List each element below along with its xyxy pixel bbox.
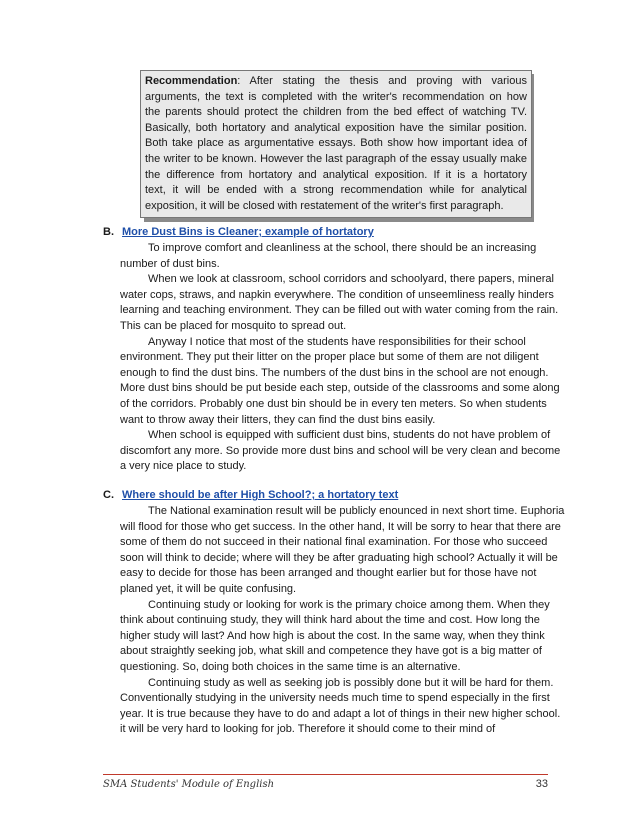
- recommendation-line: Recommendation: After stating the thesis and proving with various: [145, 75, 527, 87]
- paragraph: The National examination result will be publicly enounced in next short time. Euphoria will flood for those who get success. In the other hand, It will be sorry to hear that there are some of them do not succeed in their national final examination. For those who succeed soon will think to decide; where will they be after graduating high school? Actually it will be easy to decide for those has been arranged and thought earlier but for those have not planed yet, it will be quite confusing.: [120, 505, 565, 595]
- recommendation-text: [140, 70, 532, 218]
- section-c-heading: [103, 488, 543, 504]
- section-b-heading: [103, 225, 543, 241]
- section-c-body: [120, 504, 565, 738]
- recommendation-line: Both take place as argumentative essays. Both show how important idea of: [145, 137, 527, 150]
- recommendation-line: the parents should protect the children from the bed effect of watching TV.: [145, 106, 527, 119]
- page-number: 33: [535, 778, 548, 790]
- paragraph: To improve comfort and cleanliness at the school, there should be an increasing number of dust bins.: [120, 242, 537, 270]
- recommendation-box: [140, 70, 530, 218]
- section-c-letter: C.: [103, 489, 114, 501]
- paragraph: When we look at classroom, school corridors and schoolyard, there papers, mineral water cops, straws, and napkin everywhere. The condition of unseemliness really hinders learning and teaching environment. They can be filled out with water coming from the rain. This can be placed for mosquito to spread out.: [120, 273, 559, 332]
- paragraph: When school is equipped with sufficient dust bins, students do not have problem of discomfort any more. So provide more dust bins and school will be very clean and become a very nice place to study.: [120, 429, 561, 473]
- recommendation-line: the difference from hortatory and analytical exposition. If it is a hortatory: [145, 168, 527, 181]
- section-c: [103, 488, 565, 738]
- recommendation-label: Recommendation: [145, 75, 238, 87]
- recommendation-line: Basically, both hortatory and analytical exposition have the similar position.: [145, 121, 527, 134]
- footer-divider: [103, 774, 548, 775]
- paragraph: Continuing study or looking for work is the primary choice among them. When they think about continuing study, they will think hard about the time and cost. How long the higher study will last? And how high is about the cost. In the same way, when they think about straightly seeking job, what skill and competence they have got is a big matter of questioning. So, doing both choices in the same time is an alternative.: [120, 598, 550, 673]
- paragraph: Anyway I notice that most of the students have responsibilities for their school environment. They put their litter on the proper place but some of them are not diligent enough to find the dust bins. The numbers of the dust bins in the school are not enough. More dust bins should be put beside each step, outside of the classrooms and some along of the corridors. Probably one dust bin should be in every ten meters. So when students want to throw away their litters, they can find the dust bins easily.: [120, 335, 560, 426]
- recommendation-line: the writer to be known. However the last paragraph of the essay usually make: [145, 152, 527, 165]
- paragraph: Continuing study as well as seeking job is possibly done but it will be hard for them. Conventionally studying in the university needs much time to spend especially in the first year. It is true because they have to do and adapt a lot of things in their new higher school. it will be very hard to looking for job. Therefore it should come to their mind of: [120, 676, 561, 736]
- recommendation-line: exposition, it will be closed with restatement of the writer's first paragraph.: [145, 199, 504, 212]
- section-b-letter: B.: [103, 226, 114, 238]
- section-b-body: [120, 241, 565, 475]
- recommendation-line: text, it will be ended with a strong recommendation while for analytical: [145, 184, 527, 197]
- recommendation-line: arguments, the text is completed with the writer's recommendation on how: [145, 90, 527, 103]
- footer-title: SMA Students' Module of English: [103, 779, 275, 790]
- section-b-title-link[interactable]: More Dust Bins is Cleaner; example of hortatory: [122, 226, 374, 238]
- section-b: [103, 225, 561, 475]
- section-c-title-link[interactable]: Where should be after High School?; a hortatory text: [122, 489, 399, 501]
